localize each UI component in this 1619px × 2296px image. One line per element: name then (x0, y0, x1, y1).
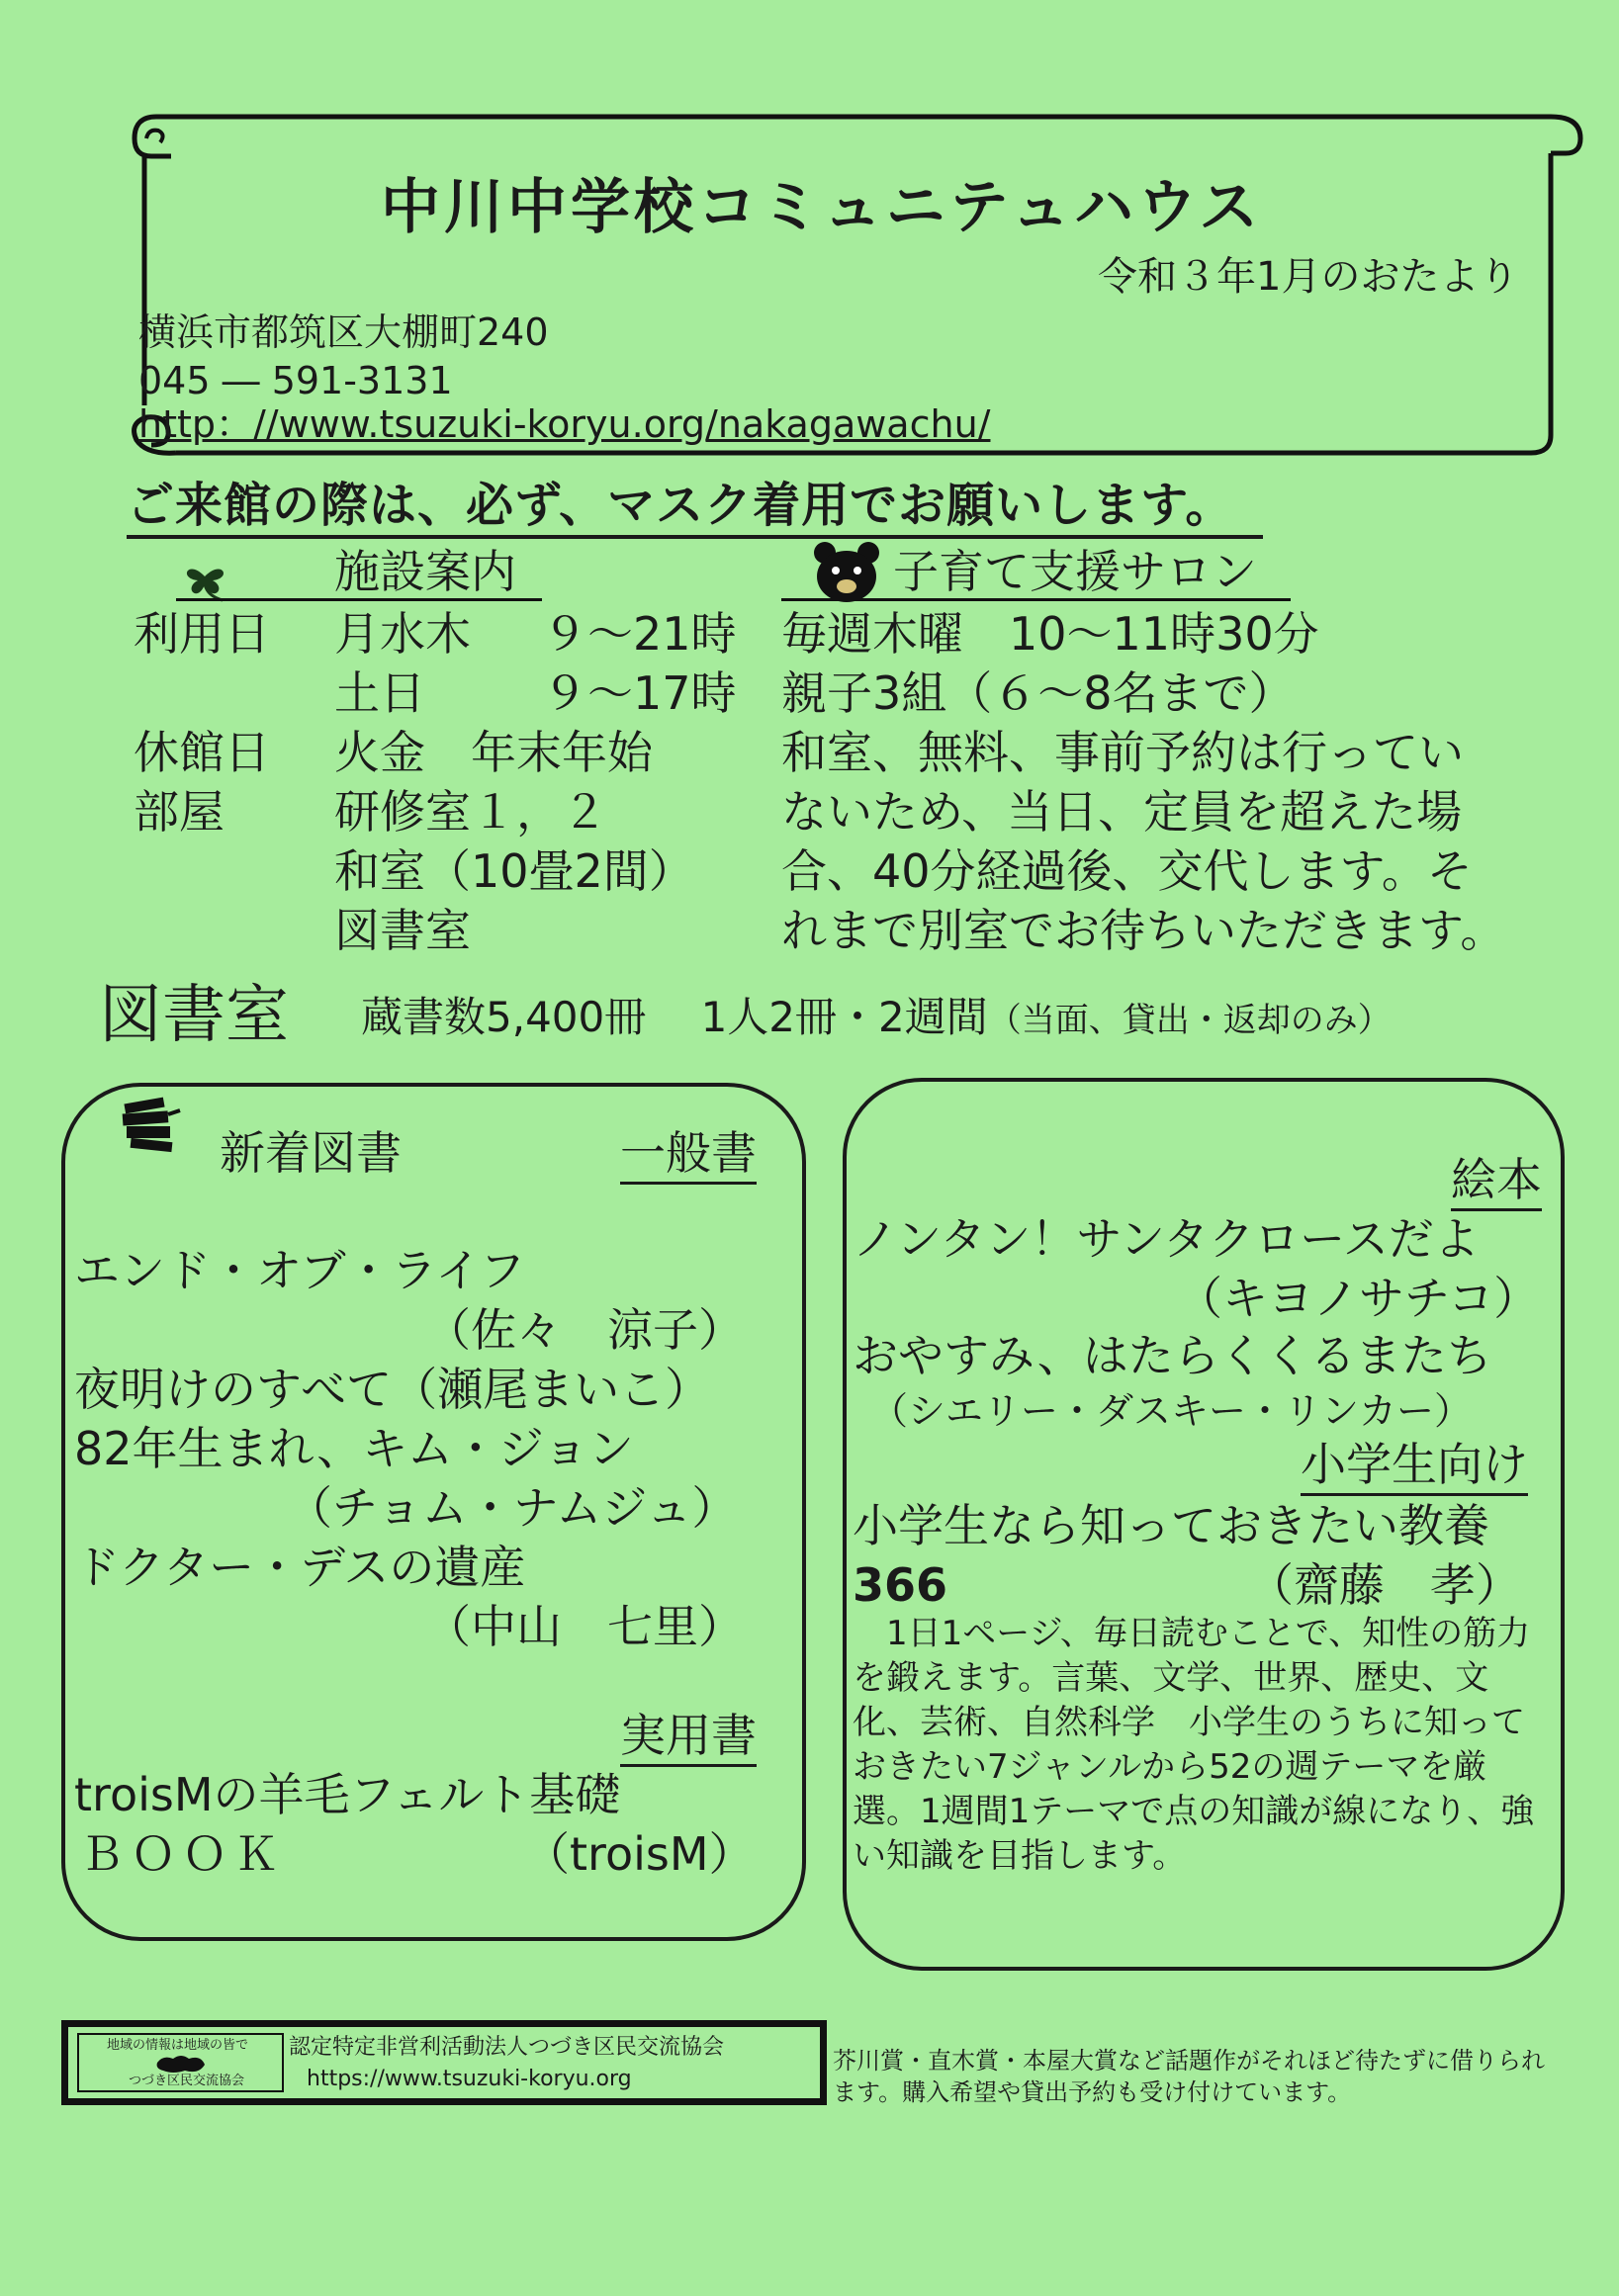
library-stats: 蔵書数5,400冊 1人2冊・2週間 (361, 993, 988, 1041)
facility-days: 火金 年末年始 (334, 726, 653, 779)
facility-days: 土日 (334, 666, 425, 720)
facility-days: 研修室１，２ (334, 785, 607, 839)
book-title: 小学生なら知っておきたい教養 (853, 1499, 1489, 1552)
practical-books-label: 実用書 (620, 1713, 757, 1767)
book-author: （シエリー・ダスキー・リンカー） (870, 1389, 1473, 1433)
book-author: （佐々 涼子） (425, 1303, 744, 1357)
book-title: 夜明けのすべて（瀬尾まいこ） (74, 1363, 711, 1416)
book-author: （齋藤 孝） (1248, 1558, 1521, 1612)
clover-icon (168, 549, 242, 603)
library-info (361, 993, 1392, 1041)
org-logo (77, 2033, 284, 2092)
facility-hours: ９～17時 (542, 666, 737, 720)
page-title: 中川中学校コミュニテュハウス (381, 173, 1263, 242)
facility-label: 利用日 (134, 607, 270, 661)
address: 横浜市都筑区大棚町240 (138, 310, 549, 354)
book-title: ＢＯＯＫ (79, 1827, 285, 1881)
org-logo-mark (153, 2053, 209, 2075)
org-logo-text: 地域の情報は地域の皆で (107, 2038, 249, 2053)
org-url[interactable]: https://www.tsuzuki-koryu.org (307, 2067, 632, 2091)
picture-books-label: 絵本 (1451, 1157, 1542, 1211)
salon-line: 毎週木曜 10～11時30分 (781, 607, 1319, 661)
footer-note: 芥川賞・直木賞・本屋大賞など話題作がそれほど待たずに借りられます。購入希望や貸出予約も受け付けています。 (833, 2047, 1545, 2106)
book-title: 82年生まれ、キム・ジョン (74, 1422, 634, 1475)
salon-line: 合、40分経過後、交代します。そ (781, 844, 1473, 898)
book-author: （キヨノサチコ） (1177, 1272, 1540, 1325)
website-link[interactable]: http：//www.tsuzuki-koryu.org/nakagawachu/ (138, 402, 991, 446)
book-title: troisMの羊毛フェルト基礎 (74, 1768, 621, 1821)
book-author: （中山 七里） (425, 1600, 744, 1653)
book-description: 1日1ページ、毎日読むことで、知性の筋力を鍛えます。言葉、文学、世界、歴史、文化、芸術、自然科学 小学生のうちに知っておきたい7ジャンルから52の週テーマを厳選。1週間1テーマで点の知識が線になり、強い知識を目指します。 (853, 1614, 1535, 1876)
facility-label: 部屋 (134, 785, 225, 839)
facility-hours: ９～21時 (542, 607, 737, 661)
library-title: 図書室 (99, 979, 289, 1052)
org-logo-text: つづき区民交流協会 (129, 2074, 245, 2088)
issue-label: 令和３年1月のおたより (1098, 254, 1519, 300)
elementary-books-label: 小学生向け (1301, 1442, 1528, 1496)
new-books-heading: 新着図書 (220, 1126, 402, 1180)
book-title: エンド・オブ・ライフ (74, 1244, 525, 1297)
salon-line: れまで別室でお待ちいただきます。 (781, 904, 1506, 957)
facility-days: 図書室 (334, 904, 471, 957)
book-title-number: 366 (853, 1558, 948, 1612)
facility-label: 休館日 (134, 726, 270, 779)
bear-icon (811, 539, 882, 604)
book-title: おやすみ、はたらくくるまたち (853, 1329, 1492, 1382)
book-title: ノンタン！サンタクロースだよ (853, 1212, 1480, 1266)
phone-number: 045 ― 591-3131 (138, 359, 453, 402)
facility-heading-underline (176, 598, 542, 601)
salon-line: 親子3組（６～8名まで） (781, 666, 1295, 720)
salon-line: 和室、無料、事前予約は行ってい (781, 726, 1464, 779)
org-name: 認定特定非営利活動法人つづき区民交流協会 (289, 2035, 725, 2060)
salon-line: ないため、当日、定員を超えた場 (781, 785, 1463, 839)
books-icon (117, 1093, 186, 1154)
salon-heading-underline (781, 598, 1291, 601)
salon-heading: 子育て支援サロン (893, 545, 1257, 598)
mask-notice: ご来館の際は、必ず、マスク着用でお願いします。 (127, 482, 1263, 539)
facility-heading: 施設案内 (334, 545, 516, 598)
library-note: （当面、貸出・返却のみ） (987, 1001, 1392, 1040)
facility-days: 月水木 (334, 607, 471, 661)
facility-days: 和室（10畳2間） (334, 844, 694, 898)
book-author: （チョム・ナムジュ） (287, 1481, 738, 1535)
book-title: ドクター・デスの遺産 (74, 1541, 526, 1594)
general-books-label: 一般書 (620, 1130, 757, 1185)
book-author: （troisM） (524, 1827, 755, 1881)
